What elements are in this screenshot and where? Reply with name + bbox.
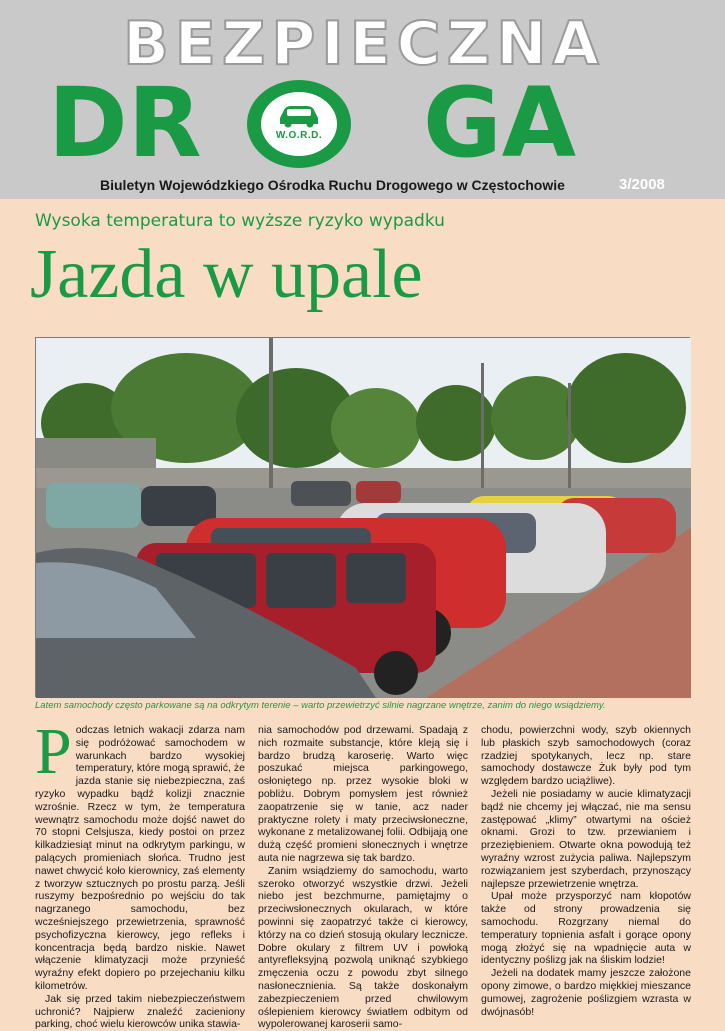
paragraph: Jeżeli nie posiadamy w aucie klimatyzacji bądź nie chcemy jej włączać, nie ma sensu zastępować „klimy” otwartymi na oścież oknami. Grozi to tzw. przewianiem i przeziębieniem. Otwarte okna powodują też wyraźny wzrost zużycia paliwa. Najlepszym rozwiązaniem jest szyberdach, przynoszący najlepsze przewietrzenie wnętrza. bbox=[481, 787, 691, 890]
article-kicker: Wysoka temperatura to wyższe ryzyko wypadku bbox=[35, 211, 445, 231]
paragraph: Zanim wsiądziemy do samochodu, warto szeroko otworzyć wszystkie drzwi. Jeżeli niebo jest bezchmurne, pamiętajmy o przeciwsłonecznych okularach, w które powinni się zaopatrzyć także ci kierowcy, którzy na co dzień stosują okulary lecznicze. Dobre okulary z filtrem UV i powłoką antyrefleksyjną pozwolą uniknąć szybkiego zmęczenia oczu z powodu zbyt silnego nasłonecznienia. Są także doskonałym zabezpieczeniem przed chwilowym oślepieniem kierowcy światłem odbitym od wypolerowanej karoserii samo- bbox=[258, 864, 468, 1031]
masthead bbox=[0, 0, 725, 199]
paragraph: nia samochodów pod drzewami. Spadają z nich rozmaite substancje, które kleją się i bardzo brudzą karoserię. Warto więc poszukać miejsca parkingowego, osłoniętego np. przez wysokie bloki w pobliżu. Dobrym pomysłem jest również zaopatrzenie się w tanie, acz nader praktyczne rolety i maty przeciwsłoneczne, wykonane z metalizowanej folii. Odbijają one dużą część promieni słonecznych i wnętrze auta nie nagrzewa się tak bardzo. bbox=[258, 724, 468, 864]
subtitle-bar bbox=[0, 173, 725, 199]
article-column-2 bbox=[258, 724, 468, 1031]
masthead-title-ga: GA bbox=[423, 67, 577, 179]
photo-caption: Latem samochody często parkowane są na odkrytym terenie – warto przewietrzyć silnie nagrzane wnętrze, zanim do niego wsiądziemy. bbox=[35, 700, 606, 711]
paragraph: Upał może przysporzyć nam kłopotów także od strony prowadzenia się samochodu. Rozgrzany niemal do temperatury topnienia asfalt i gorące opony mogą złożyć się na wpadnięcie auta w identyczny poślizg jak na śliskim lodzie! bbox=[481, 890, 691, 967]
logo-text: W.O.R.D. bbox=[275, 130, 323, 141]
word-logo-inner bbox=[261, 92, 337, 156]
article-headline: Jazda w upale bbox=[30, 236, 423, 313]
paragraph: chodu, powierzchni wody, szyb okiennych lub płaskich szyb samochodowych (coraz rzadziej spotykanych, lecz np. stare samochody dostawcze Żuk były pod tym względem bardzo uciążliwe). bbox=[481, 724, 691, 788]
paragraph-text: odczas letnich wakacji zdarza nam się podróżować samochodem w warunkach bardzo wysokiej temperatury, które mogą sprawić, że jazda stanie się niebezpieczna, zaś ryzyko wypadku bądź kolizji znacznie wzrośnie. Rzecz w tym, że temperatura wewnątrz samochodu może dojść nawet do 70 stopni Celsjusza, kiedy postoi on przez kilkadziesiąt minut na odkrytym parkingu, w palących promieniach słońca. Trudno jest nawet chwycić koło kierownicy, zaś elementy z tworzyw sztucznych po prostu parzą. Jeśli ruszymy bezpośrednio po wejściu do tak nagrzanego samochodu, bez wcześniejszego przewietrzenia, sprawność psychofizyczna kierowcy, jego refleks i koncentracja będą bardzo niskie. Nawet włączenie klimatyzacji może przynieść wyraźny efekt dopiero po przejechaniu kilku kilometrów. bbox=[35, 724, 245, 992]
article-photo bbox=[35, 337, 690, 697]
article-column-1 bbox=[35, 715, 245, 1031]
paragraph bbox=[35, 715, 245, 993]
issue-number: 3/2008 bbox=[619, 176, 665, 193]
paragraph: Jeżeli na dodatek mamy jeszcze założone opony zimowe, o bardzo miękkiej mieszance gumowej, zagrożenie poślizgiem wzrasta w dwójnasób! bbox=[481, 967, 691, 1018]
car-icon bbox=[276, 100, 322, 128]
bulletin-subtitle: Biuletyn Wojewódzkiego Ośrodka Ruchu Drogowego w Częstochowie bbox=[100, 177, 565, 193]
masthead-title-bottom bbox=[48, 67, 688, 179]
masthead-title-dr: DR bbox=[48, 67, 202, 179]
masthead-title-top: BEZPIECZNA bbox=[123, 9, 605, 79]
parking-lot-illustration bbox=[36, 338, 691, 698]
dropcap: P bbox=[35, 715, 72, 788]
paragraph: Jak się przed takim niebezpieczeństwem uchronić? Najpierw znaleźć zacieniony parking, choć wielu kierowców unika stawia- bbox=[35, 992, 245, 1031]
word-logo bbox=[247, 80, 351, 168]
article-column-3 bbox=[481, 724, 691, 1018]
